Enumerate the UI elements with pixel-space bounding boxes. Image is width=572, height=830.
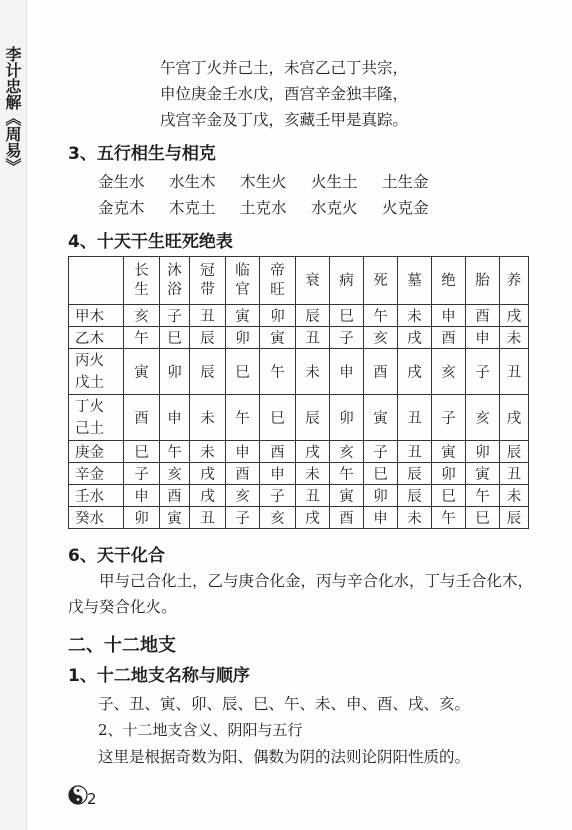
stem-label: 丁火: [75, 398, 104, 415]
stage-header: 冠带: [190, 257, 226, 305]
branch-cell: 辰: [190, 349, 226, 395]
table-row: [69, 305, 529, 327]
branch-cell: 卯: [466, 441, 500, 463]
subsection-2-text: 这里是根据奇数为阳、偶数为阴的法则论阴阳性质的。: [98, 748, 471, 766]
stage-header: 临官: [226, 257, 260, 305]
branch-cell: 丑: [190, 305, 226, 327]
branch-cell: 卯: [330, 395, 364, 441]
branch-cell: 寅: [124, 349, 160, 395]
stem-label: 丙火: [75, 352, 104, 369]
sheng-item: 土生金: [382, 173, 429, 191]
stem-cell: [69, 349, 124, 395]
table-row: [69, 327, 529, 349]
branch-cell: 寅: [466, 463, 500, 485]
stem-label: 壬水: [75, 489, 104, 505]
section-1-heading: 1、十二地支名称与顺序: [68, 666, 250, 686]
ke-item: 火克金: [382, 199, 429, 217]
branch-cell: 午: [226, 395, 260, 441]
stage-header: 长生: [124, 257, 160, 305]
stage-header: 死: [364, 257, 398, 305]
branch-cell: 寅: [226, 305, 260, 327]
stage-header: 墓: [398, 257, 432, 305]
branch-cell: 子: [160, 305, 190, 327]
branch-cell: 卯: [226, 327, 260, 349]
table-row: [69, 349, 529, 395]
branch-cell: 亥: [160, 463, 190, 485]
stem-label-secondary: 戊土: [75, 374, 104, 391]
branch-cell: 午: [260, 349, 296, 395]
branch-cell: 丑: [296, 485, 330, 507]
branch-cell: 未: [296, 463, 330, 485]
branch-cell: 未: [190, 441, 226, 463]
branch-cell: 卯: [432, 463, 466, 485]
ke-item: 土克水: [240, 199, 287, 217]
branch-cell: 酉: [330, 507, 364, 529]
branch-cell: 午: [330, 463, 364, 485]
branch-cell: 亥: [364, 327, 398, 349]
branch-cell: 申: [160, 395, 190, 441]
branch-cell: 寅: [160, 507, 190, 529]
ke-item: 金克木: [98, 199, 145, 217]
branch-cell: 亥: [124, 305, 160, 327]
sheng-item: 木生火: [240, 173, 287, 191]
branch-cell: 未: [500, 327, 529, 349]
verse-line-1: 午宫丁火并己土，未宫乙己丁共宗，: [160, 59, 409, 77]
book-spine: [0, 0, 27, 830]
branch-cell: 丑: [296, 327, 330, 349]
stem-label: 甲木: [75, 309, 104, 325]
branch-cell: 辰: [398, 463, 432, 485]
branch-cell: 午: [432, 507, 466, 529]
branch-cell: 辰: [190, 327, 226, 349]
branch-cell: 酉: [432, 327, 466, 349]
section-3-heading: 3、五行相生与相克: [68, 144, 216, 164]
verse-line-2: 申位庚金壬水戊，酉宫辛金独丰隆，: [160, 85, 409, 103]
branch-cell: 戌: [190, 485, 226, 507]
branch-cell: 丑: [500, 463, 529, 485]
branch-cell: 酉: [226, 463, 260, 485]
branch-cell: 申: [364, 507, 398, 529]
branch-cell: 子: [260, 485, 296, 507]
branch-cell: 巳: [466, 507, 500, 529]
subsection-2-heading: 2、十二地支含义、阴阳与五行: [98, 721, 303, 739]
branch-cell: 酉: [364, 349, 398, 395]
stem-cell: [69, 327, 124, 349]
branch-cell: 卯: [160, 349, 190, 395]
branch-cell: 申: [330, 349, 364, 395]
branch-cell: 戌: [398, 349, 432, 395]
branch-cell: 子: [466, 349, 500, 395]
branch-cell: 辰: [500, 441, 529, 463]
branch-cell: 未: [398, 305, 432, 327]
table-corner-cell: [69, 257, 124, 305]
branch-cell: 戌: [190, 463, 226, 485]
stage-header: 沐浴: [160, 257, 190, 305]
branch-cell: 巳: [364, 463, 398, 485]
sheng-item: 水生木: [169, 173, 216, 191]
life-stage-table: [68, 256, 529, 529]
branch-cell: 卯: [124, 507, 160, 529]
branch-cell: 丑: [500, 349, 529, 395]
branch-cell: 丑: [190, 507, 226, 529]
part-2-heading: 二、十二地支: [68, 635, 176, 656]
branch-cell: 亥: [226, 485, 260, 507]
branch-cell: 巳: [160, 327, 190, 349]
branch-cell: 子: [124, 463, 160, 485]
branch-cell: 酉: [260, 441, 296, 463]
branch-cell: 酉: [124, 395, 160, 441]
branch-cell: 亥: [432, 349, 466, 395]
table-row: [69, 441, 529, 463]
stem-label-secondary: 己土: [75, 420, 104, 437]
branch-cell: 午: [466, 485, 500, 507]
stem-cell: [69, 463, 124, 485]
stem-label: 庚金: [75, 445, 104, 461]
branch-cell: 卯: [364, 485, 398, 507]
branch-cell: 亥: [260, 507, 296, 529]
branches-list: 子、丑、寅、卯、辰、巳、午、未、申、酉、戌、亥。: [98, 695, 471, 713]
branch-cell: 申: [260, 463, 296, 485]
branch-cell: 申: [226, 441, 260, 463]
branch-cell: 巳: [124, 441, 160, 463]
stage-header: 绝: [432, 257, 466, 305]
branch-cell: 丑: [398, 395, 432, 441]
branch-cell: 戌: [500, 395, 529, 441]
branch-cell: 未: [296, 349, 330, 395]
branch-cell: 巳: [260, 395, 296, 441]
ke-row: [98, 196, 453, 218]
stage-header: 衰: [296, 257, 330, 305]
branch-cell: 酉: [466, 305, 500, 327]
branch-cell: 卯: [260, 305, 296, 327]
branch-cell: 午: [124, 327, 160, 349]
stage-header: 养: [500, 257, 529, 305]
branch-cell: 丑: [398, 441, 432, 463]
branch-cell: 子: [226, 507, 260, 529]
sheng-row: [98, 170, 453, 192]
branch-cell: 午: [160, 441, 190, 463]
stem-cell: [69, 395, 124, 441]
section-4-heading: 4、十天干生旺死绝表: [68, 232, 233, 252]
stage-header: 胎: [466, 257, 500, 305]
branch-cell: 辰: [398, 485, 432, 507]
stem-cell: [69, 485, 124, 507]
yin-yang-icon: [68, 785, 88, 805]
stem-cell: [69, 441, 124, 463]
branch-cell: 未: [398, 507, 432, 529]
branch-cell: 亥: [466, 395, 500, 441]
branch-cell: 子: [432, 395, 466, 441]
branch-cell: 巳: [432, 485, 466, 507]
stem-cell: [69, 305, 124, 327]
branch-cell: 未: [500, 485, 529, 507]
table-row: [69, 395, 529, 441]
table-row: [69, 507, 529, 529]
branch-cell: 未: [190, 395, 226, 441]
table-row: [69, 485, 529, 507]
branch-cell: 子: [364, 441, 398, 463]
ke-item: 水克火: [311, 199, 358, 217]
branch-cell: 申: [432, 305, 466, 327]
branch-cell: 亥: [330, 441, 364, 463]
branch-cell: 辰: [500, 507, 529, 529]
branch-cell: 戌: [398, 327, 432, 349]
branch-cell: 戌: [296, 441, 330, 463]
branch-cell: 寅: [330, 485, 364, 507]
branch-cell: 辰: [296, 305, 330, 327]
branch-cell: 午: [364, 305, 398, 327]
branch-cell: 申: [466, 327, 500, 349]
book-title: 李计忠解《周易》: [3, 46, 22, 174]
branch-cell: 酉: [160, 485, 190, 507]
stem-label: 乙木: [75, 331, 104, 347]
ke-item: 木克土: [169, 199, 216, 217]
stage-header: 帝旺: [260, 257, 296, 305]
stem-cell: [69, 507, 124, 529]
branch-cell: 巳: [226, 349, 260, 395]
branch-cell: 戌: [500, 305, 529, 327]
section-6-text: 甲与己合化土，乙与庚合化金，丙与辛合化水，丁与壬合化木，戊与癸合化火。: [68, 572, 534, 616]
page-number: 2: [87, 790, 97, 808]
branch-cell: 戌: [296, 507, 330, 529]
branch-cell: 辰: [296, 395, 330, 441]
stage-header: 病: [330, 257, 364, 305]
verse-line-3: 戌宫辛金及丁戊，亥藏壬甲是真踪。: [160, 111, 409, 129]
section-6-heading: 6、天干化合: [68, 546, 165, 566]
table-header-row: [69, 257, 529, 305]
sheng-item: 火生土: [311, 173, 358, 191]
branch-cell: 申: [124, 485, 160, 507]
branch-cell: 巳: [330, 305, 364, 327]
table-row: [69, 463, 529, 485]
branch-cell: 寅: [260, 327, 296, 349]
stem-label: 癸水: [75, 511, 104, 527]
branch-cell: 寅: [432, 441, 466, 463]
branch-cell: 寅: [364, 395, 398, 441]
stem-label: 辛金: [75, 467, 104, 483]
branch-cell: 子: [330, 327, 364, 349]
sheng-item: 金生水: [98, 173, 145, 191]
